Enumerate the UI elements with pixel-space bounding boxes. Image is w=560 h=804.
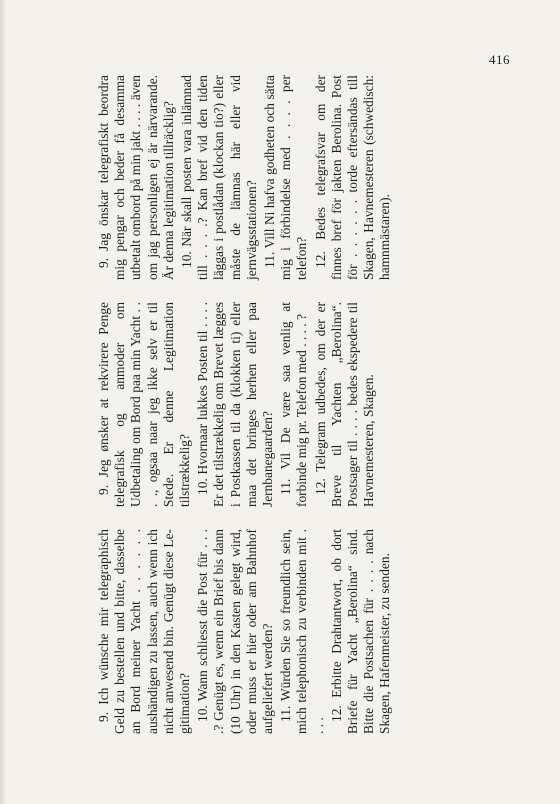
column-swedish [96,75,506,280]
column-german [96,529,506,734]
paragraph: 10. Wann schliesst die Post für . . . .? Genügt es, wenn ein Brief bis dann (10 Uhr) in den Kasten gelegt wird, oder muss er hier oder am Bahnhof aufgeliefert werden? [195,529,276,734]
page-gutter-shadow [0,0,6,804]
paragraph: 9. Ich wünsche mir telegraphisch Geld zu bestellen und bitte, dasselbe an Bord meiner Yacht . . . . . . aushändigen zu lassen, auch wenn ich nicht anwesend bin. Genügt diese Legitimation? [96,529,193,734]
paragraph: 12. Telegram udbedes, om der er Breve til Yachten „Berolina“. Postsager til . . . . bedes ekspedere til Havnemesteren, Skagen. [312,302,377,507]
paragraph: 10. När skall posten vara inlämnad till . . . .? Kan bref vid den tiden läggas i postlådan (klockan tio?) eller måste de lämnas här eller vid jernvägsstationen? [179,75,259,280]
paragraph: 9. Jeg ønsker at rekvirere Penge telegrafisk og anmoder om Udbetaling om Bord paa min Yacht . . . ., ogsaa naar jeg ikke selv er til Stede. Er denne Legitimation tilstrækkelig? [96,302,193,507]
paragraph: 12. Erbitte Drahtantwort, ob dort Briefe für Yacht „Berolina“ sind. Bitte die Postsachen für . . . . nach Skagen, Hafenmeister, zu senden. [328,529,393,734]
paragraph: 12. Bedes telegrafsvar om der finnes bref för jakten Berolina. Post för . . . . . . torde eftersändas till Skagen, Havnemesteren (schwedisch: hamnmästaren). [312,75,393,280]
column-danish [96,302,506,507]
paragraph: 9. Jag önskar telegrafiskt beordra mig pengar och beder få desamma utbetalt ombord på min jakt . . . . även om jag personligen ej är närvarande. Är denna legitimation tillräcklig? [96,75,176,280]
paragraph: 11. Vill Ni hafva godheten och sätta mig i förbindelse med . . . . per telefon? [262,75,310,280]
paragraph: 10. Hvornaar lukkes Posten til . . . . Er det tilstrækkelig om Brevet lægges i Postkassen til da (klokken ti) eller maa det bringes herhen eller paa Jernbanegaarden? [195,302,276,507]
paragraph: 11. Vil De være saa venlig at forbinde mig pr. Telefon med . . . . ? [278,302,310,507]
rotated-text-block [96,74,506,734]
page-number: 416 [489,52,510,67]
paragraph: 11. Würden Sie so freundlich sein, mich telephonisch zu verbinden mit . . . . [278,529,326,734]
